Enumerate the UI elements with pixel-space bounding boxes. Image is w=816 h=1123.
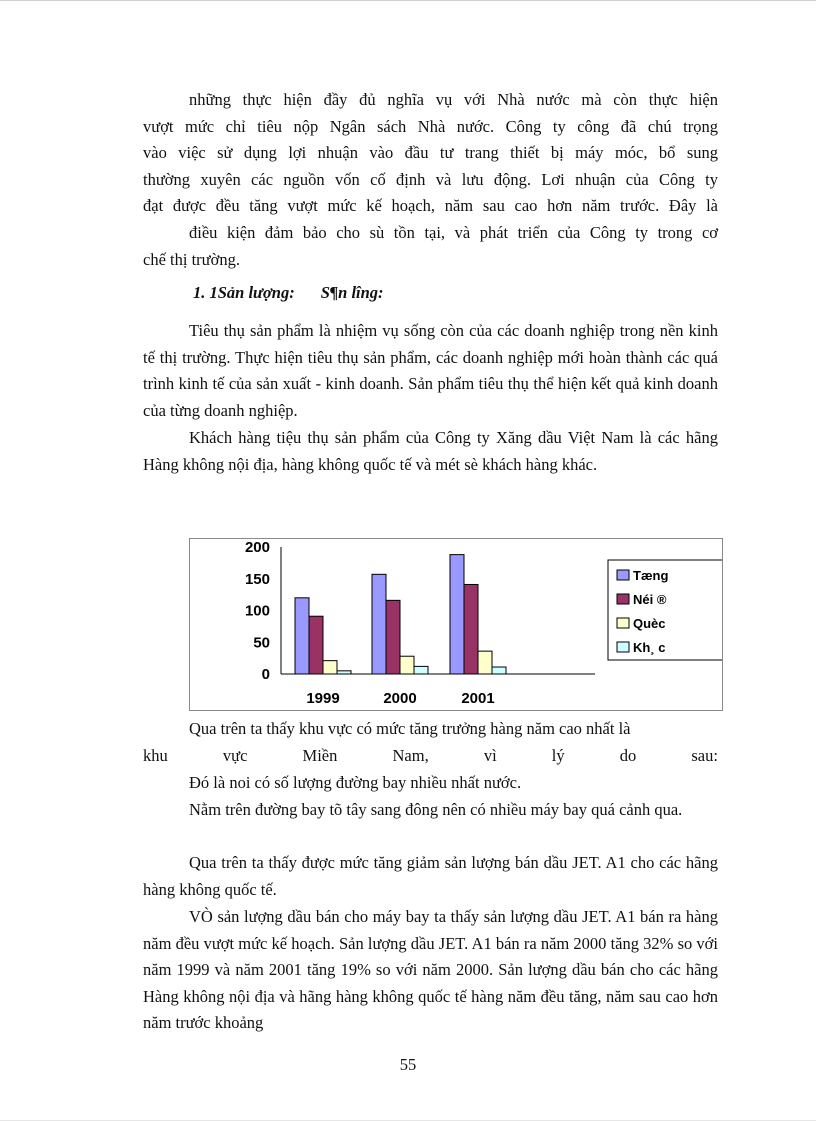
sales-volume-chart xyxy=(189,538,723,711)
p5-line-2 xyxy=(143,743,718,770)
page-bottom-border xyxy=(0,1120,816,1121)
legend-swatch xyxy=(617,570,629,580)
bar xyxy=(295,598,309,674)
p5-w6: lý xyxy=(551,745,565,765)
bar xyxy=(492,667,506,674)
paragraph-6: Đó là noi có số lượng đường bay nhiều nhất nước. xyxy=(189,773,522,792)
bar xyxy=(337,671,351,674)
y-tick-label: 50 xyxy=(253,634,270,652)
bar xyxy=(400,656,414,674)
legend-swatch xyxy=(617,618,629,628)
p1-line-3: vào việc sử dụng lợi nhuận vào đầu tư trang thiết bị máy móc, bổ sung xyxy=(143,143,718,162)
paragraph-4: Khách hàng tiệu thụ sản phẩm của Công ty Xăng dầu Việt Nam là các hãng Hàng không nội địa, hàng không quốc tế và mét sè khách hàng khác. xyxy=(143,428,718,474)
bar xyxy=(478,651,492,674)
p5-line-1: Qua trên ta thấy khu vực có mức tăng trưởng hàng năm cao nhất là xyxy=(189,719,631,738)
paragraph-7: Nằm trên đường bay tõ tây sang đông nên có nhiều máy bay quá cảnh qua. xyxy=(189,800,683,819)
bar xyxy=(372,574,386,674)
legend-label: Quèc xyxy=(633,616,666,631)
legend-label: Néi ® xyxy=(633,592,667,607)
bar xyxy=(450,555,464,674)
y-tick-label: 150 xyxy=(244,570,270,588)
p5-w3: Miền xyxy=(302,745,338,765)
p5-w2: vực xyxy=(222,745,248,765)
p5-w8: sau: xyxy=(691,745,718,765)
p5-w4: Nam, xyxy=(392,745,429,765)
p1-line-4: thường xuyên các nguồn vốn cố định và lưu động. Lơi nhuận của Công ty xyxy=(143,169,718,189)
y-tick-label: 0 xyxy=(261,666,270,683)
y-tick-label: 100 xyxy=(244,602,270,620)
paragraph-3: Tiêu thụ sản phẩm là nhiệm vụ sống còn của các doanh nghiệp trong nền kinh tế thị trường. Thực hiện tiêu thụ sản phẩm, các doanh nghiệp mới hoàn thành các quá trình kinh tế của sản xuất - kinh doanh. Sản phẩm tiêu thụ thể hiện kết quả kinh doanh của từng doanh nghiệp. xyxy=(143,321,718,420)
bar xyxy=(464,584,478,674)
bar-chart-svg xyxy=(190,539,722,710)
x-tick-label: 2001 xyxy=(461,690,495,707)
p2-line-1: điều kiện đảm bảo cho sù tồn tại, và phát triển của Công ty trong cơ xyxy=(189,223,718,242)
p5-w5: vì xyxy=(483,745,497,765)
legend-label: Kh¸ c xyxy=(633,640,666,655)
legend-label: Tæng xyxy=(633,568,669,583)
bar xyxy=(323,661,337,674)
p1-line-5: đạt được đều tăng vượt mức kế hoạch, năm sau cao hơn năm trước. Đây là xyxy=(143,196,718,215)
paragraph-2 xyxy=(143,220,718,273)
legend-swatch xyxy=(617,642,629,652)
p1-line-2: vượt mức chỉ tiêu nộp Ngân sách Nhà nước. Công ty công đã chú trọng xyxy=(143,116,718,136)
page-top-border xyxy=(0,0,816,1)
heading-text: S¶n lîng: xyxy=(320,283,384,302)
p2-line-2: chế thị trường. xyxy=(143,249,240,269)
paragraph-1 xyxy=(143,87,718,220)
p1-line-1: những thực hiện đầy đủ nghĩa vụ với Nhà nước mà còn thực hiện xyxy=(189,90,718,109)
page-number: 55 xyxy=(399,1055,417,1074)
y-tick-label: 200 xyxy=(244,539,270,556)
section-heading xyxy=(193,283,410,303)
p5-w7: do xyxy=(619,745,637,765)
paragraph-5 xyxy=(143,716,718,769)
bar xyxy=(386,600,400,674)
paragraph-9: VÒ sản lượng dầu bán cho máy bay ta thấy sản lượng dầu JET. A1 bán ra hàng năm đều vượt mức kế hoạch. Sản lượng dầu JET. A1 bán ra năm 2000 tăng 32% so với năm 1999 và năm 2001 tăng 19% so với năm 2000. Sản lượng dầu bán cho các hãng Hàng không nội địa và hãng hàng không quốc tế hàng năm đều tăng, năm sau cao hơn năm trước khoảng xyxy=(143,907,718,1032)
p5-w1: khu xyxy=(143,745,168,765)
bar xyxy=(309,616,323,674)
bar xyxy=(414,666,428,674)
legend-swatch xyxy=(617,594,629,604)
x-tick-label: 1999 xyxy=(306,690,340,707)
x-tick-label: 2000 xyxy=(383,690,417,707)
paragraph-8: Qua trên ta thấy được mức tăng giảm sản lượng bán dầu JET. A1 cho các hãng hàng không quốc tế. xyxy=(143,853,718,899)
heading-number: 1. 1Sản lượng: xyxy=(193,283,295,302)
